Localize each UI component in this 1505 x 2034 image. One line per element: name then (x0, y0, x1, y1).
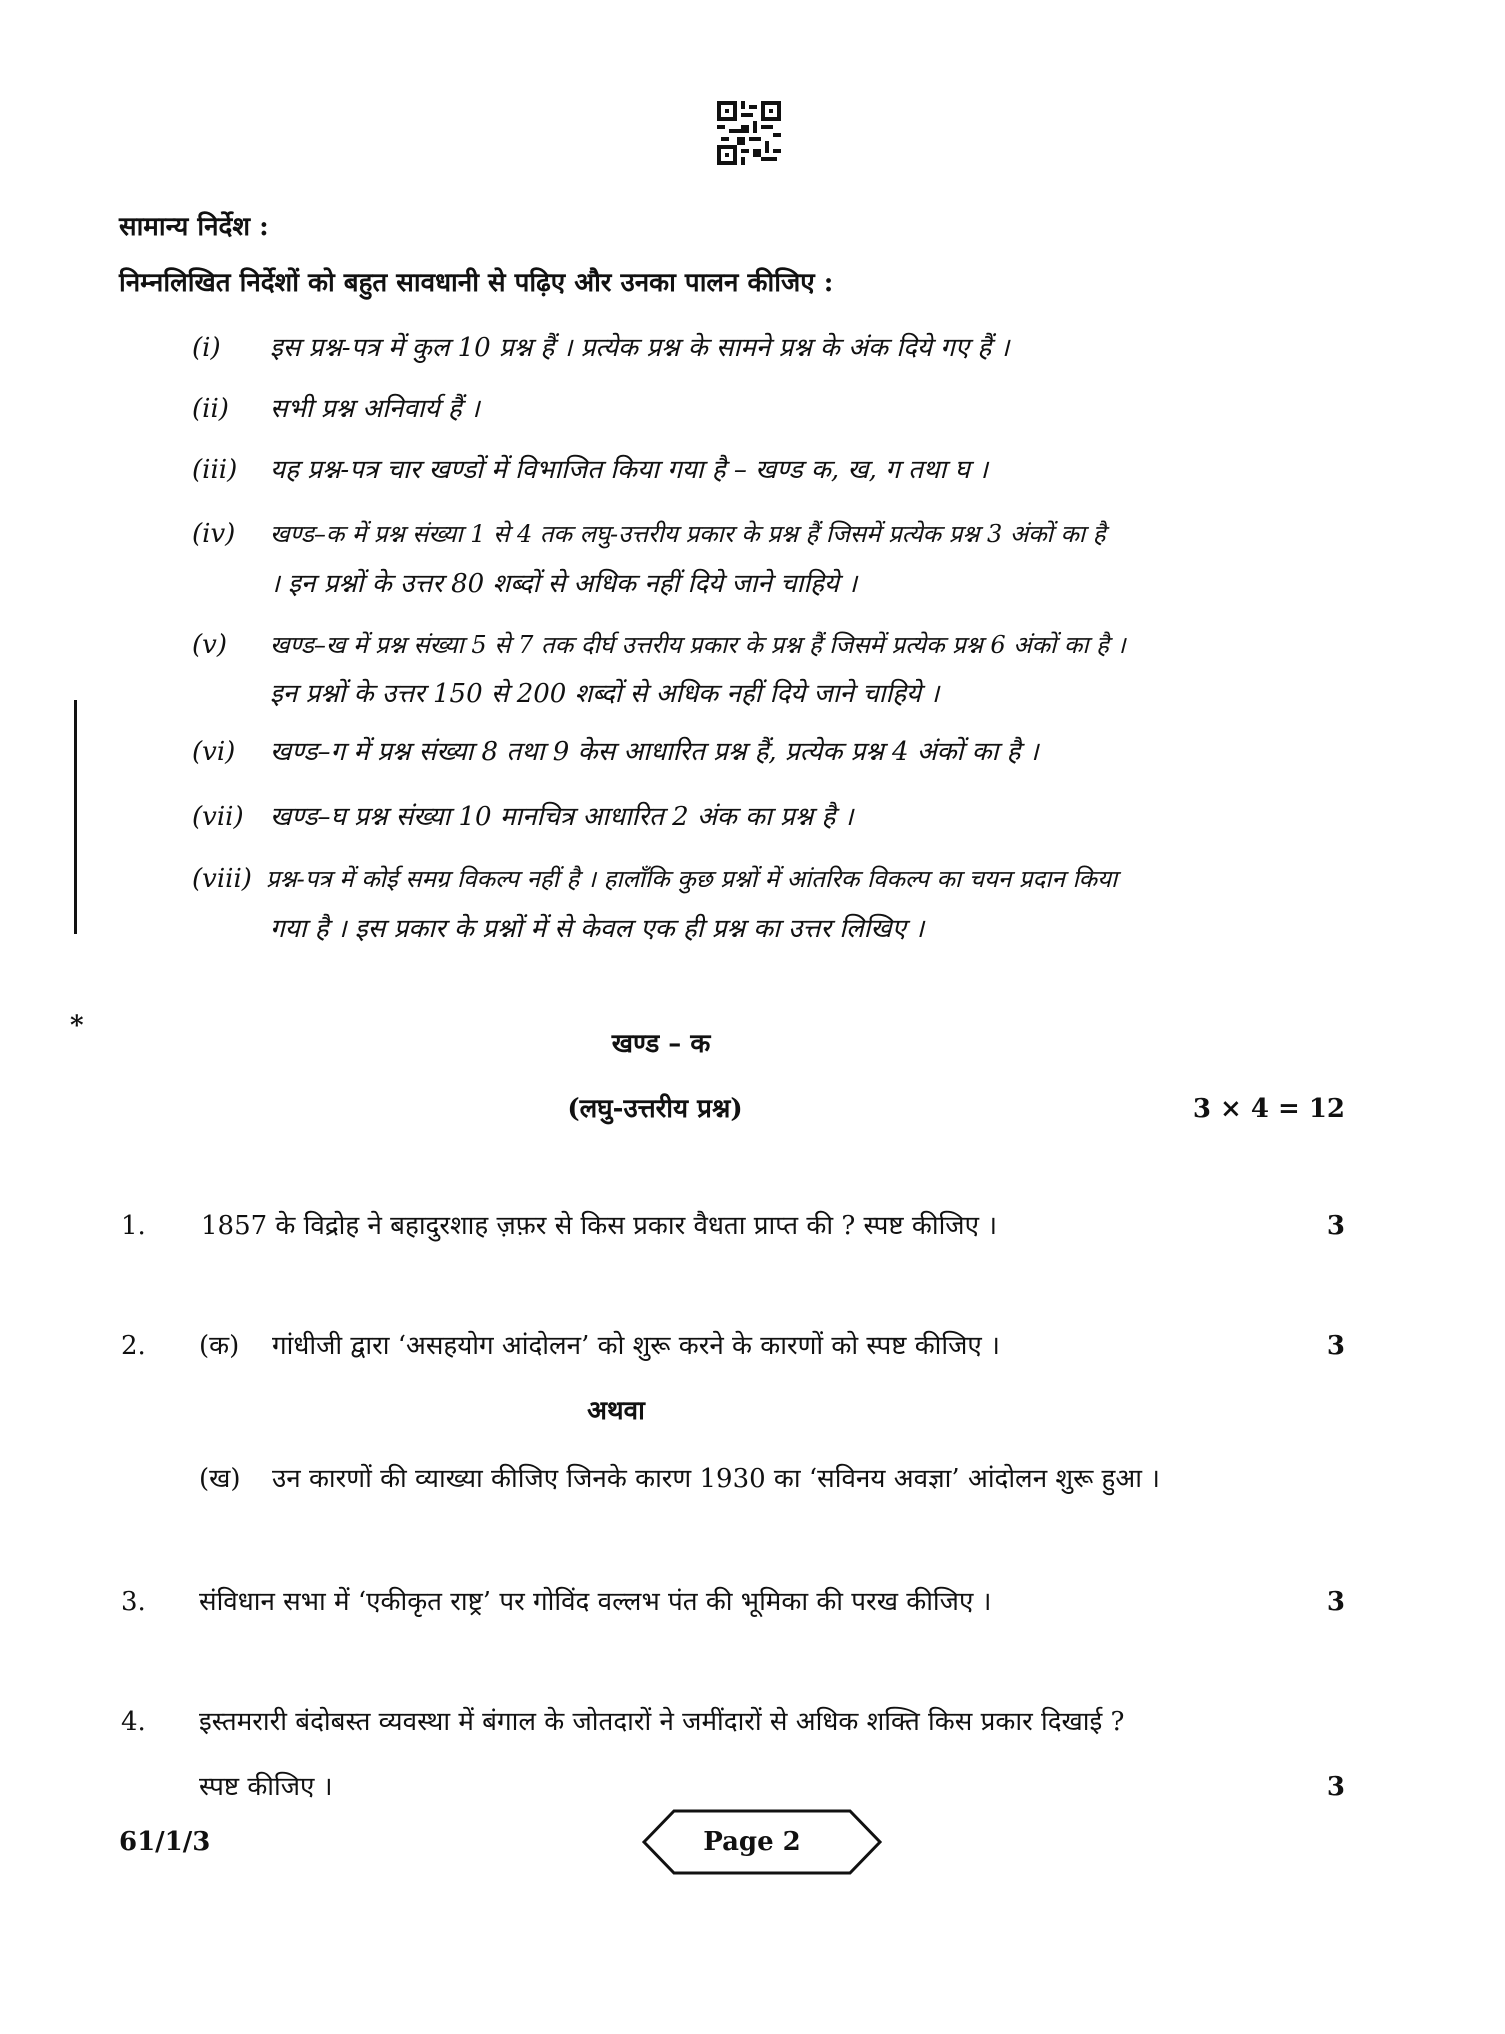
instruction-text: खण्ड–क में प्रश्न संख्या 1 से 4 तक लघु-उत्तरीय प्रकार के प्रश्न हैं जिसमें प्रत्येक प्रश्न 3 अंकों का है (270, 520, 1106, 548)
question-number: 4. (121, 1707, 146, 1737)
margin-line (74, 700, 77, 934)
instruction-text: सभी प्रश्न अनिवार्य हैं । (270, 394, 480, 424)
section-subtitle: (लघु-उत्तरीय प्रश्न) (567, 1094, 743, 1124)
section-title: खण्ड – क (611, 1029, 711, 1059)
question-marks: 3 (1326, 1587, 1345, 1617)
instruction-text: इन प्रश्नों के उत्तर 150 से 200 शब्दों से अधिक नहीं दिये जाने चाहिये । (270, 679, 940, 709)
instruction-text: । इन प्रश्नों के उत्तर 80 शब्दों से अधिक नहीं दिये जाने चाहिये । (270, 569, 858, 599)
question-marks: 3 (1326, 1331, 1345, 1361)
question-text: 1857 के विद्रोह ने बहादुरशाह ज़फ़र से किस प्रकार वैधता प्राप्त की ? स्पष्ट कीजिए । (201, 1211, 998, 1241)
page-number: Page 2 (703, 1827, 801, 1857)
question-number: 2. (121, 1331, 146, 1361)
instruction-label: (i) (192, 333, 221, 363)
general-instructions-heading: सामान्य निर्देश : (119, 212, 269, 242)
or-separator: अथवा (587, 1396, 645, 1426)
instruction-text: गया है । इस प्रकार के प्रश्नों में से केवल एक ही प्रश्न का उत्तर लिखिए । (270, 914, 925, 944)
instruction-label: (vii) (192, 802, 244, 832)
question-number: 3. (121, 1587, 146, 1617)
instruction-text: खण्ड–ख में प्रश्न संख्या 5 से 7 तक दीर्घ उत्तरीय प्रकार के प्रश्न हैं जिसमें प्रत्येक प्रश्न 6 अंकों का है । (270, 631, 1126, 659)
instruction-label: (iii) (192, 455, 238, 485)
question-text: गांधीजी द्वारा ‘असहयोग आंदोलन’ को शुरू करने के कारणों को स्पष्ट कीजिए । (272, 1331, 1000, 1361)
instruction-text: खण्ड–ग में प्रश्न संख्या 8 तथा 9 केस आधारित प्रश्न हैं, प्रत्येक प्रश्न 4 अंकों का है । (270, 737, 1039, 767)
instruction-label: (iv) (192, 519, 236, 549)
section-marks: 3 × 4 = 12 (1192, 1094, 1345, 1124)
option-label: (ख) (199, 1464, 241, 1494)
option-label: (क) (199, 1331, 240, 1361)
instruction-text: यह प्रश्न-पत्र चार खण्डों में विभाजित किया गया है – खण्ड क, ख, ग तथा घ । (270, 455, 989, 485)
qr-code-icon (717, 101, 781, 165)
question-marks: 3 (1326, 1772, 1345, 1802)
question-text: संविधान सभा में ‘एकीकृत राष्ट्र’ पर गोविंद वल्लभ पंत की भूमिका की परख कीजिए । (199, 1587, 992, 1617)
question-marks: 3 (1326, 1211, 1345, 1241)
instruction-label: (v) (192, 630, 227, 660)
question-text: उन कारणों की व्याख्या कीजिए जिनके कारण 1930 का ‘सविनय अवज्ञा’ आंदोलन शुरू हुआ । (272, 1464, 1161, 1494)
question-text: इस्तमरारी बंदोबस्त व्यवस्था में बंगाल के जोतदारों ने जमींदारों से अधिक शक्ति किस प्रकार दिखाई ? (199, 1707, 1125, 1737)
instruction-label: (vi) (192, 737, 236, 767)
instruction-label: (ii) (192, 394, 229, 424)
instruction-text: खण्ड–घ प्रश्न संख्या 10 मानचित्र आधारित 2 अंक का प्रश्न है । (270, 802, 854, 832)
instruction-text: इस प्रश्न-पत्र में कुल 10 प्रश्न हैं । प्रत्येक प्रश्न के सामने प्रश्न के अंक दिये गए हैं । (270, 333, 1010, 363)
paper-code: 61/1/3 (119, 1827, 211, 1857)
instruction-text: प्रश्न-पत्र में कोई समग्र विकल्प नहीं है । हालाँकि कुछ प्रश्नों में आंतरिक विकल्प का चयन प्रदान किया (266, 865, 1118, 893)
question-text-continued: स्पष्ट कीजिए । (199, 1772, 333, 1802)
instruction-label: (viii) (192, 864, 252, 894)
general-instructions-intro: निम्नलिखित निर्देशों को बहुत सावधानी से पढ़िए और उनका पालन कीजिए : (119, 268, 834, 298)
question-number: 1. (121, 1211, 146, 1241)
margin-star: * (70, 1011, 84, 1041)
